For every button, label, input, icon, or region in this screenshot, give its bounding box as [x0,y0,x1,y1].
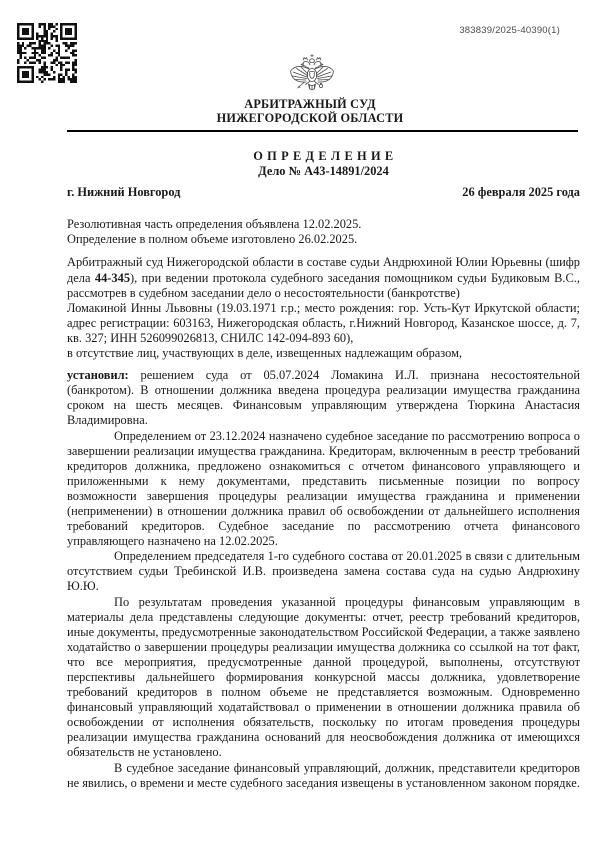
court-composition-text-post: ), при ведении протокола судебного заседания помощником судьи Будиковым В.С., рассмотрев в судебном заседании дело о несостоятельности (банкротстве) [67,270,580,300]
paragraph-court-composition [67,255,580,300]
coat-of-arms-icon [287,54,337,102]
paragraph-manager-report: По результатам проведения указанной процедуры финансовым управляющим в материалы дела представлены следующие документы: отчет, реестр требований кредиторов, иные документы, предусмотренные законодательством Российской Федерации, а также заявлено ходатайство о завершении процедуры реализации имущества должника со ссылкой на тот факт, что все мероприятия, предусмотренные данной процедурой, выполнены, отсутствуют перспективы дальнейшего формирования конкурсной массы должника, удовлетворение требований кредиторов в полном объеме не представляется возможным. Одновременно финансовый управляющий ходатайствовал о применении в отношении должника правила об освобождении от исполнения обязательств, поскольку по итогам проведения процедуры реализации имущества гражданина оснований для неосвобождения должника от имеющихся обязательств не установлено. [67,594,580,760]
document-body [67,149,580,791]
ustanovil-label: установил: [67,368,129,383]
paragraph-no-show: В судебное заседание финансовый управляющий, должник, представители кредиторов не явились, о времени и месте судебного заседания извещены в установленном законом порядке. [67,760,580,790]
document-title: О П Р Е Д Е Л Е Н И Е [253,149,394,163]
document-reference-number: 383839/2025-40390(1) [459,25,560,36]
full-text-line: Определение в полном объеме изготовлено 26.02.2025. [67,232,358,247]
city-label: г. Нижний Новгород [67,185,181,200]
paragraph-absence: в отсутствие лиц, участвующих в деле, извещенных надлежащим образом, [67,346,463,361]
court-name-line2: НИЖЕГОРОДСКОЙ ОБЛАСТИ [216,110,404,125]
paragraph-hearing-scheduled: Определением от 23.12.2024 назначено судебное заседание по рассмотрению вопроса о завершении реализации имущества гражданина. Кредиторам, включенным в реестр требований кредиторов должника, предложено ознакомиться с отчетом финансового управляющего и приложенными к нему документами, представить письменные позиции по вопросу возможности завершения процедуры реализации имущества гражданина и применении (неприменении) в отношении должника правил об освобождении от дальнейшего исполнения требований кредиторов. Судебное заседание по рассмотрению отчета финансового управляющего назначено на 12.02.2025. [67,428,580,549]
header-divider [67,130,578,132]
date-label: 26 февраля 2025 года [462,185,580,200]
announcement-block [67,217,580,247]
court-composition-text-pre: Арбитражный суд Нижегородской области в составе судьи Андрюхиной Юлии Юрьевны (шифр дела [67,255,580,285]
court-name-line1: АРБИТРАЖНЫЙ СУД [244,97,376,111]
court-name [20,98,600,126]
paragraph-ustanovil [67,368,580,428]
paragraph-debtor: Ломакиной Инны Львовны (19.03.1971 г.р.; место рождения: гор. Усть-Кут Иркутской области; адрес регистрации: 603163, Нижегородская область, г.Нижний Новгород, Казанское шоссе, д. 7, кв. 327; ИНН 526099026813, СНИЛС 142-094-893 60), [67,300,580,345]
ustanovil-text: решением суда от 05.07.2024 Ломакина И.Л. признана несостоятельной (банкротом). В отношении должника введена процедура реализации имущества гражданина сроком на шесть месяцев. Финансовым управляющим утверждена Тюркина Анастасия Владимировна. [67,368,580,428]
qr-code-icon [17,23,77,83]
case-code: 44-345 [94,270,131,285]
city-date-row [67,185,580,200]
case-number: Дело № А43-14891/2024 [258,164,389,179]
paragraph-judge-replacement: Определением председателя 1-го судебного состава от 20.01.2025 в связи с длительным отсутствием судьи Требинской И.В. произведена замена состава суда на судью Андрюхину Ю.Ю. [67,549,580,594]
resolutive-part-line: Резолютивная часть определения объявлена 12.02.2025. [67,217,362,232]
